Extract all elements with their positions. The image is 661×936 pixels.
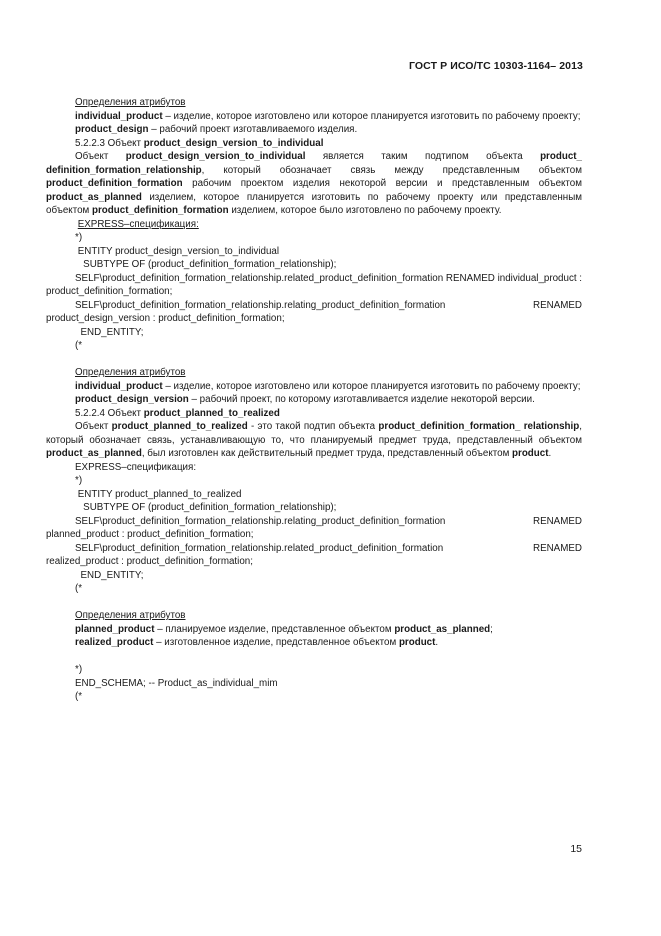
code-line: ENTITY product_planned_to_realized: [77, 488, 242, 500]
express-label: EXPRESS–спецификация:: [75, 461, 197, 473]
attr-definition: individual_product – изделие, которое изготовлено или которое планируется изготовить по рабочему проекту;: [75, 110, 581, 122]
code-line: END_ENTITY;: [80, 569, 144, 581]
express-label: EXPRESS–спецификация:: [77, 218, 199, 230]
code-line: *): [75, 232, 83, 243]
code-line: END_ENTITY;: [80, 326, 144, 338]
section-paragraph: Объект product_planned_to_realized - это такой подтип объекта product_definition_formation_ relationship, который обозначает связь, устанавливающую то, что планируемый предмет труда, представленный объектом product_as_planned, был изготовлен как действительный предмет труда, представленный объектом product.: [46, 421, 582, 459]
attr-heading: Определения атрибутов: [75, 97, 186, 108]
code-line: SUBTYPE OF (product_definition_formation_relationship);: [83, 502, 337, 513]
code-line: SELF\product_definition_formation_relationship.relating_product_definition_formation RENAMED product_design_version : product_definition_formation;: [46, 299, 582, 324]
code-line: END_SCHEMA; -- Product_as_individual_mim: [75, 677, 278, 689]
section-heading: 5.2.2.3 Объект product_design_version_to_individual: [75, 137, 324, 149]
attr-heading: Определения атрибутов: [75, 367, 186, 378]
attr-definition: realized_product – изготовленное изделие, представленное объектом product.: [75, 637, 439, 648]
code-line: (*: [75, 340, 83, 351]
attr-definition: product_design_version – рабочий проект, по которому изготавливается изделие некоторой версии.: [75, 394, 535, 405]
attr-definition: individual_product – изделие, которое изготовлено или которое планируется изготовить по рабочему проекту;: [75, 380, 581, 392]
code-line: realized_product : product_definition_formation;: [46, 556, 253, 567]
running-header: ГОСТ Р ИСО/ТС 10303-1164– 2013: [408, 60, 583, 72]
attr-heading: Определения атрибутов: [75, 610, 186, 621]
code-line: *): [75, 664, 83, 675]
code-line: (*: [75, 691, 83, 702]
page-number: 15: [570, 843, 582, 855]
section-heading: 5.2.2.4 Объект product_planned_to_realized: [75, 407, 280, 419]
section-paragraph: Объект product_design_version_to_individual является таким подтипом объекта product_ definition_formation_relationship, который обозначает связь между представленным объектом product_definition_formation рабочим проектом изделия некоторой версии и представленным объектом product_as_planned изделием, которое планируется изготовить по рабочему проекту или представленным объектом product_definition_formation изделием, которое было изготовлено по рабочему проекту.: [46, 151, 582, 216]
attr-definition: planned_product – планируемое изделие, представленное объектом product_as_planned;: [75, 623, 493, 635]
code-line: SELF\product_definition_formation_relationship.related_product_definition_formation RENAMED individual_product : product_definition_formation;: [46, 272, 583, 297]
code-line: SELF\product_definition_formation_relationship.relating_product_definition_formation RENAMED: [75, 515, 582, 527]
code-line: (*: [75, 583, 83, 594]
code-line: *): [75, 475, 83, 486]
code-line: SELF\product_definition_formation_relationship.related_product_definition_formation RENAMED: [75, 542, 582, 554]
code-line: ENTITY product_design_version_to_individual: [77, 245, 280, 257]
code-line: planned_product : product_definition_formation;: [46, 529, 254, 540]
code-line: SUBTYPE OF (product_definition_formation_relationship);: [83, 259, 337, 270]
document-body: [46, 96, 582, 704]
attr-definition: product_design – рабочий проект изготавливаемого изделия.: [75, 124, 358, 135]
